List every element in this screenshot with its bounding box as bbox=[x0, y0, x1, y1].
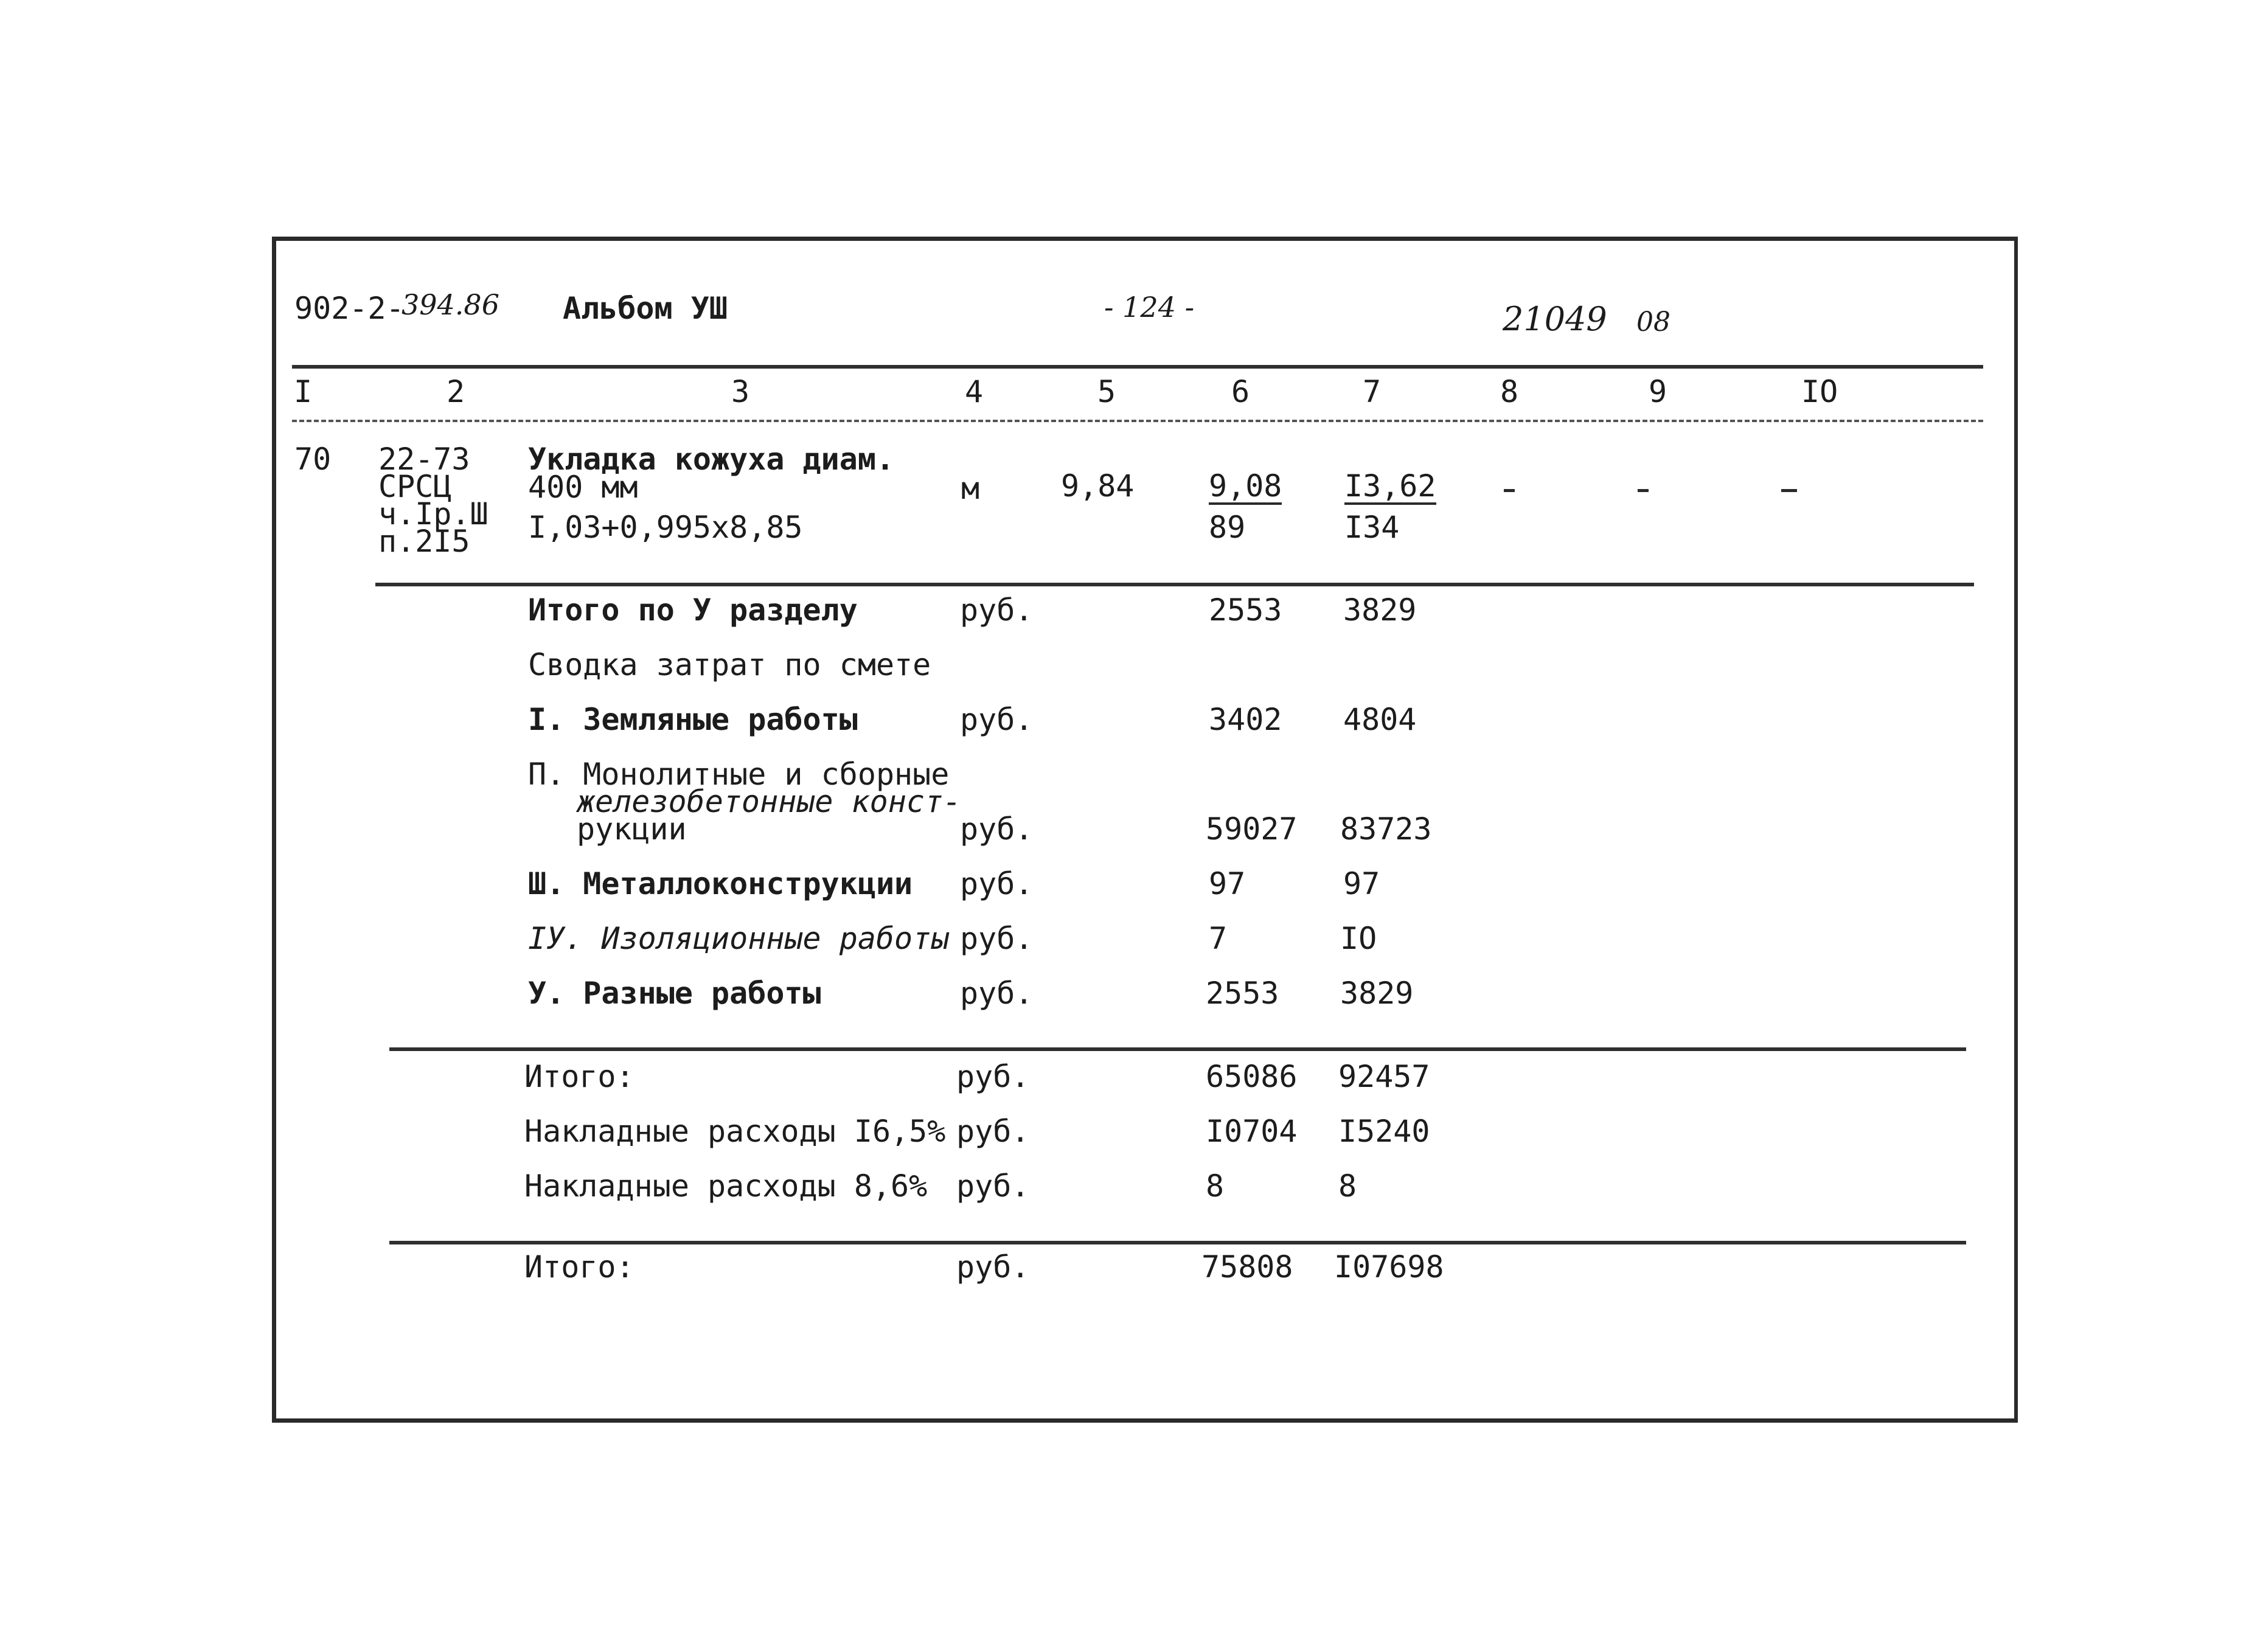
stamp-number: 21049 bbox=[1503, 300, 1607, 338]
summary-row-label: У. Разные работы bbox=[528, 976, 821, 1011]
grand-total-label: Итого: bbox=[524, 1249, 634, 1285]
section-total-col7: 3829 bbox=[1343, 592, 1417, 628]
col-header-8: 8 bbox=[1500, 374, 1519, 409]
summary-row-unit: руб. bbox=[960, 921, 1034, 956]
item-description-line2: 400 мм bbox=[528, 470, 638, 505]
col-header-6: 6 bbox=[1231, 374, 1250, 409]
totals-row-col7: I5240 bbox=[1338, 1114, 1430, 1149]
summary-row-unit: руб. bbox=[960, 702, 1034, 737]
summary-row-unit: руб. bbox=[960, 811, 1034, 847]
totals-row-label: Накладные расходы I6,5% bbox=[524, 1114, 946, 1149]
item-col10-dash bbox=[1781, 489, 1797, 492]
summary-row-col6: 3402 bbox=[1209, 702, 1282, 737]
item-bottom-rule bbox=[375, 583, 1974, 586]
item-code-line1: 22-73 bbox=[378, 442, 470, 477]
item-col6-subvalue: 89 bbox=[1209, 510, 1246, 545]
item-description-line1: Укладка кожуха диам. bbox=[528, 442, 895, 477]
summary-row-col7: IO bbox=[1340, 921, 1377, 956]
col-header-9: 9 bbox=[1649, 374, 1667, 409]
summary-row-col7: 83723 bbox=[1340, 811, 1432, 847]
summary-row-label-line2: железобетонные конст- bbox=[577, 784, 962, 819]
item-formula: I,03+0,995x8,85 bbox=[528, 510, 803, 545]
item-code-line2: СРСЦ bbox=[378, 469, 452, 504]
totals-row-unit: руб. bbox=[956, 1114, 1030, 1149]
item-code-line4: п.2I5 bbox=[378, 524, 470, 559]
page-number: - 124 - bbox=[1104, 291, 1195, 324]
totals-row-label: Итого: bbox=[524, 1059, 634, 1094]
doc-number: 902-2- bbox=[294, 291, 405, 326]
summary-row-label: Ш. Металлоконструкции bbox=[528, 866, 913, 901]
totals-row-unit: руб. bbox=[956, 1059, 1030, 1094]
header-top-rule bbox=[292, 365, 1983, 369]
totals-row-col6: I0704 bbox=[1206, 1114, 1298, 1149]
totals-bottom-rule bbox=[389, 1241, 1966, 1244]
item-col9-dash bbox=[1638, 489, 1649, 492]
summary-row-col7: 4804 bbox=[1343, 702, 1417, 737]
col-header-2: 2 bbox=[447, 374, 465, 409]
item-code-line3: ч.Iр.Ш bbox=[378, 496, 488, 532]
summary-row-label-line3: рукции bbox=[577, 811, 687, 847]
totals-row-unit: руб. bbox=[956, 1168, 1030, 1204]
summary-row-unit: руб. bbox=[960, 976, 1034, 1011]
summary-row-col6: 97 bbox=[1209, 866, 1246, 901]
summary-row-label-line1: П. Монолитные и сборные bbox=[528, 757, 950, 792]
grand-total-col6: 75808 bbox=[1201, 1249, 1293, 1285]
doc-number-handwritten: 394.86 bbox=[401, 288, 499, 321]
col-header-1: I bbox=[294, 374, 313, 409]
summary-row-label: IУ. Изоляционные работы bbox=[528, 921, 950, 956]
summary-row-col6: 59027 bbox=[1206, 811, 1298, 847]
col-header-5: 5 bbox=[1097, 374, 1116, 409]
item-col7-value: I3,62 bbox=[1344, 468, 1436, 504]
summary-row-col7: 97 bbox=[1343, 866, 1380, 901]
item-col7-subvalue: I34 bbox=[1344, 510, 1400, 545]
summary-title: Сводка затрат по смете bbox=[528, 647, 931, 682]
stamp-suffix: 08 bbox=[1636, 307, 1670, 338]
totals-row-col7: 8 bbox=[1338, 1168, 1357, 1204]
totals-row-col6: 65086 bbox=[1206, 1059, 1298, 1094]
summary-row-unit: руб. bbox=[960, 866, 1034, 901]
item-col6-value: 9,08 bbox=[1209, 468, 1282, 504]
totals-row-label: Накладные расходы 8,6% bbox=[524, 1168, 928, 1204]
col-header-7: 7 bbox=[1363, 374, 1382, 409]
section-total-unit: руб. bbox=[960, 592, 1034, 628]
summary-row-col7: 3829 bbox=[1340, 976, 1414, 1011]
summary-row-col6: 2553 bbox=[1206, 976, 1279, 1011]
item-unit: м bbox=[961, 471, 980, 506]
totals-row-col7: 92457 bbox=[1338, 1059, 1430, 1094]
grand-total-col7: I07698 bbox=[1334, 1249, 1444, 1285]
item-quantity: 9,84 bbox=[1061, 468, 1135, 504]
totals-row-col6: 8 bbox=[1206, 1168, 1225, 1204]
summary-row-label: I. Земляные работы bbox=[528, 702, 858, 737]
summary-bottom-rule bbox=[389, 1047, 1966, 1051]
summary-row-col6: 7 bbox=[1209, 921, 1228, 956]
section-total-label: Итого по У разделу bbox=[528, 592, 858, 628]
item-col8-dash bbox=[1504, 489, 1515, 492]
album-label: Альбом УШ bbox=[563, 291, 728, 326]
section-total-col6: 2553 bbox=[1209, 592, 1282, 628]
item-number: 70 bbox=[294, 442, 332, 477]
col-header-3: 3 bbox=[731, 374, 750, 409]
col-header-4: 4 bbox=[965, 374, 984, 409]
grand-total-unit: руб. bbox=[956, 1249, 1030, 1285]
page-frame bbox=[272, 237, 2018, 1423]
header-bottom-rule bbox=[292, 420, 1983, 422]
col-header-10: IO bbox=[1801, 374, 1838, 409]
